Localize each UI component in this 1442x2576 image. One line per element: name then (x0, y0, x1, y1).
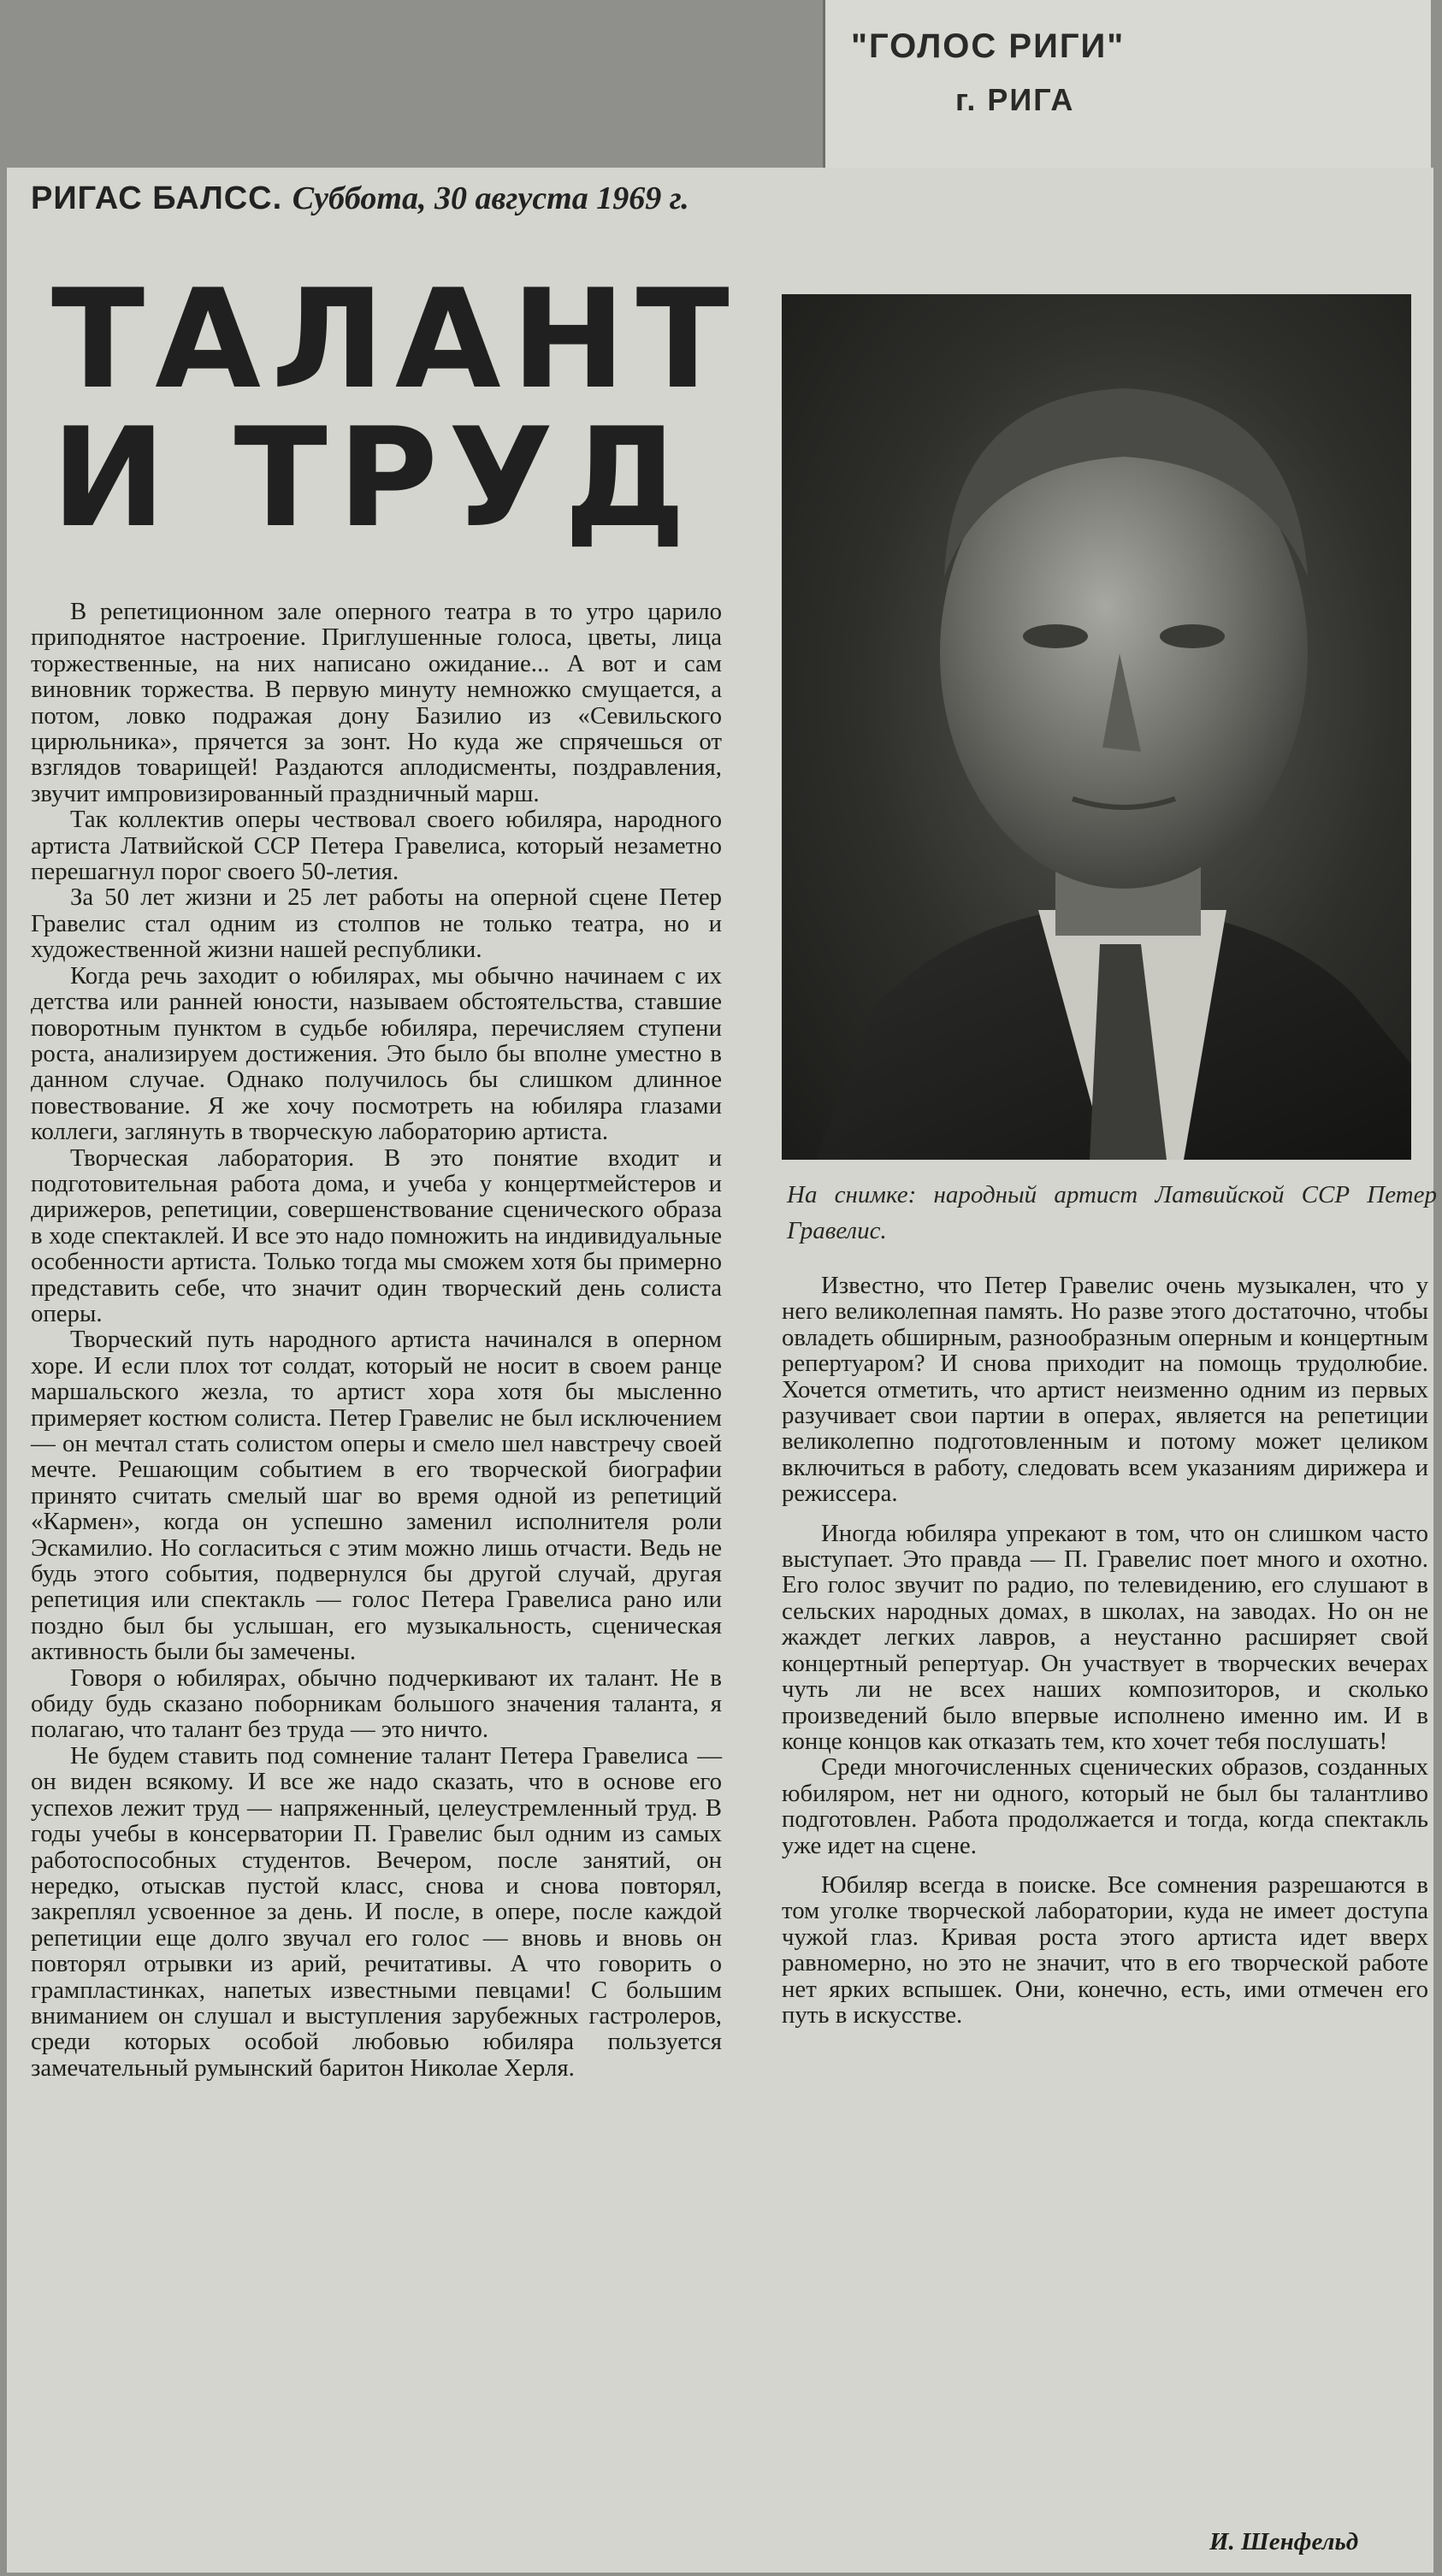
article-paragraph: Творческая лаборатория. В это понятие входит и подготовительная работа дома, и учеба у концертмейстеров и дирижеров, репетиции, совершенствование сценического образа в ходе спектаклей. И все это надо помножить на индивидуальные особенности артиста. Только тогда мы сможем хотя бы примерно представить себе, что значит один творческий день солиста оперы. (31, 1143, 722, 1327)
article-paragraph: Юбиляр всегда в поиске. Все сомнения разрешаются в том уголке творческой лаборатории, куда не имеет доступа чужой глаз. Кривая роста этого артиста идет вверх равномерно, но это не значит, что в его творческой работе нет ярких вспышек. Они, конечно, есть, ими отмечен его путь в искусстве. (782, 1870, 1428, 2029)
article-paragraph: Иногда юбиляра упрекают в том, что он слишком часто выступает. Это правда — П. Гравелис поет много и охотно. Его голос звучит по радио, по телевидению, его слушают в сельских народных домах, в школах, на заводах. Но он не жаждет легких лавров, а неустанно расширяет свой концертный репертуар. Он участвует в творческих вечерах чуть ли не всех наших композиторов, и сколько произведений было впервые исполнено именно им. И в конце концов как отказать тем, кто хочет тебя послушать! (782, 1519, 1428, 1755)
author-signature: И. Шенфельд (1209, 2528, 1359, 2555)
article-paragraph: В репетиционном зале оперного театра в то утро царило приподнятое настроение. Приглушенные голоса, цветы, лица торжественные, на них написано ожидание... А вот и сам виновник торжества. В первую минуту немножко смущается, а потом, ловко подражая дону Базилио из «Севильского цирюльника», прячется за зонт. Но куда же спрячешься от взглядов товарищей! Раздаются аплодисменты, поздравления, звучит импровизированный праздничный марш. (31, 598, 722, 807)
article-paragraph: Так коллектив оперы чествовал своего юбиляра, народного артиста Латвийской ССР Петера Гравелиса, который незаметно перешагнул порог своего 50-летия. (31, 806, 722, 886)
photo-caption: На снимке: народный артист Латвийской ССР Петер Гравелис. (787, 1181, 1437, 1244)
article-paragraph: Среди многочисленных сценических образов, созданных юбиляром, нет ни одного, который не был бы талантливо подготовлен. Работа продолжается и тогда, когда спектакль уже идет на сцене. (782, 1753, 1428, 1859)
stamp-city: г. РИГА (955, 82, 1075, 117)
portrait-photo (782, 294, 1411, 1160)
masthead (31, 180, 689, 217)
article-column-left (31, 599, 722, 2081)
article-paragraph: Творческий путь народного артиста начинался в оперном хоре. И если плох тот солдат, который не носит в своем ранце маршальского жезла, то артист хора хотя бы мысленно примеряет костюм солиста. Петер Гравелис не был исключением — он мечтал стать солистом оперы и смело шел навстречу своей мечте. Решающим событием в его творческой биографии принято считать смелый шаг во время одной из репетиций «Кармен», когда он успешно заменил исполнителя роли Эскамилио. Но согласиться с этим можно лишь отчасти. Ведь не будь этого события, подвернулся бы другой случай, другая репетиция или спектакль — голос Петера Гравелиса рано или поздно был бы услышан, его музыкальность, сценическая активность были бы замечены. (31, 1326, 722, 1666)
headline-line-2: И ТРУД (51, 398, 696, 558)
article-paragraph: Не будем ставить под сомнение талант Петера Гравелиса — он виден всякому. И все же надо сказать, что в основе его успехов лежит труд — напряженный, целеустремленный труд. В годы учебы в консерватории П. Гравелис был одним из самых работоспособных студентов. Вечером, после занятий, он нередко, отыскав пустой класс, снова и снова повторял, закреплял усвоенное за день. И после, в опере, после каждой репетиции еще долго звучал его голос — вновь и вновь он повторял отрывки из арий, речитативы. А что говорить о грампластинках, напетых известными певцами! С большим вниманием он слушал и выступления зарубежных гастролеров, среди которых особой любовью юбиляра пользуется замечательный румынский баритон Николае Херля. (31, 1741, 722, 2082)
masthead-paper-name: РИГАС БАЛСС. (31, 180, 283, 216)
article-paragraph: Когда речь заходит о юбилярах, мы обычно начинаем с их детства или ранней юности, называем обстоятельства, ставшие поворотным пунктом в судьбе юбиляра, перечисляем ступени роста, анализируем достижения. Это было бы вполне уместно в данном случае. Однако получилось бы слишком длинное повествование. Я же хочу посмотреть на юбиляра глазами коллеги, заглянуть в творческую лабораторию артиста. (31, 961, 722, 1146)
portrait-illustration (782, 294, 1411, 1160)
article-paragraph: Известно, что Петер Гравелис очень музыкален, что у него великолепная память. Но разве этого достаточно, чтобы овладеть обширным, разнообразным оперным и концертным репертуаром? И снова приходит на помощь трудолюбие. Хочется отметить, что артист неизменно одним из первых разучивает свои партии в операх, является на репетиции великолепно подготовленным и потому может целиком включиться в работу, следовать всем указаниям дирижера и режиссера. (782, 1272, 1428, 1508)
masthead-date: Суббота, 30 августа 1969 г. (292, 180, 689, 216)
newspaper-clipping (7, 168, 1437, 2573)
article-paragraph: За 50 лет жизни и 25 лет работы на оперной сцене Петер Гравелис стал одним из столпов не только театра, но и художественной жизни нашей республики. (31, 883, 722, 964)
article-headline (51, 259, 753, 558)
headline-line-1: ТАЛАНТ (51, 259, 740, 419)
article-paragraph: Говоря о юбилярах, обычно подчеркивают их талант. Не в обиду будь сказано поборникам большого значения таланта, я полагаю, что талант без труда — это ничто. (31, 1663, 722, 1744)
stamp-newspaper-name: "ГОЛОС РИГИ" (851, 27, 1126, 65)
article-column-right (782, 1273, 1428, 2028)
